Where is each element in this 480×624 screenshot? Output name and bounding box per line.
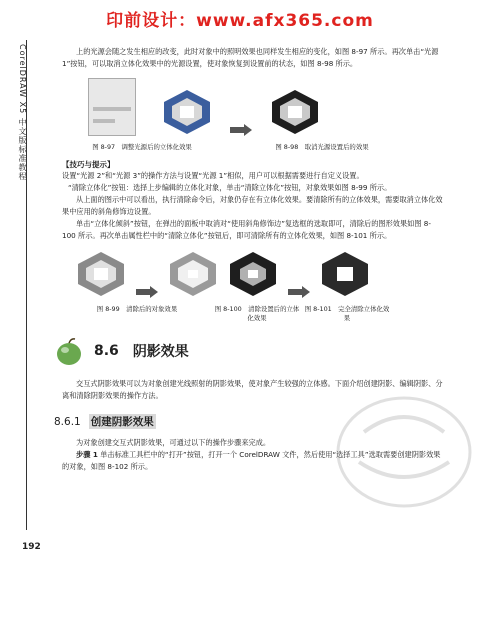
gem-figure-8-99a — [76, 250, 126, 298]
library-stamp — [334, 392, 474, 512]
subsection-paragraph: 为对象创建交互式阴影效果，可通过以下的操作步骤来完成。 — [76, 438, 271, 447]
figure-row-top — [88, 78, 444, 136]
arrow-icon — [230, 124, 252, 136]
step-text: 单击标准工具栏中的“打开”按钮，打开一个 CorelDRAW 文件，然后使用“选择工具”选取需要创建阴影效果的对象，如图 8-102 所示。 — [62, 450, 441, 471]
arrow-icon — [288, 286, 310, 298]
page-number: 192 — [22, 542, 41, 552]
caption-8-101: 图 8-101 完全清除立体化效果 — [304, 305, 390, 322]
intensity-slider — [93, 107, 131, 111]
light-settings-panel — [88, 78, 136, 136]
gem-figure-8-99b — [168, 250, 218, 298]
tips-line: 设置“光源 2”和“光源 3”的操作方法与设置“光源 1”相似，用户可以根据需要进行自定义设置。 — [62, 171, 364, 180]
paragraph-2: 从上面的图示中可以看出，执行清除命令后，对象仍存在有立体化效果。要清除所有的立体效果，需要取消立体化效果中应用的斜角修饰边设置。 — [62, 195, 443, 216]
subsection-title: 创建阴影效果 — [90, 416, 154, 428]
tips-bullet: “清除立体化”按钮：选择上步编辑的立体化对象，单击“清除立体化”按钮，对象效果如图 8-99 所示。 — [68, 183, 392, 192]
gem-figure-8-98 — [270, 88, 320, 136]
caption-8-100: 图 8-100 清除设置后的立体化效果 — [214, 305, 300, 322]
caption-row-mid — [62, 304, 444, 322]
caption-8-98: 图 8-98 取消光源设置后的效果 — [275, 143, 369, 151]
full-color-checkbox — [93, 119, 115, 123]
arrow-icon — [136, 286, 158, 298]
tips-title: 【技巧与提示】 — [62, 160, 115, 169]
gem-figure-8-100 — [228, 250, 278, 298]
section-number: 8.6 — [94, 343, 119, 359]
section-title: 阴影效果 — [132, 344, 189, 360]
figure-row-mid — [76, 250, 444, 298]
step-label: 步骤 1 — [76, 450, 98, 459]
watermark: 印前设计：www.afx365.com — [106, 11, 374, 31]
section-paragraph: 交互式阴影效果可以为对象创建光线照射的阴影效果，使对象产生较强的立体感。下面介绍创建阴影、编辑阴影、分离和清除阴影效果的操作方法。 — [62, 379, 443, 400]
paragraph-3: 单击“立体化倾斜”按钮，在弹出的面板中取消对“使用斜角修饰边”复选框的选取即可，清除后的图形效果如图 8-100 所示。再次单击属性栏中的“清除立体化”按钮后，即可清除所有的立体化效果，如图 8-101 所示。 — [62, 219, 431, 240]
gem-figure-8-101 — [320, 250, 370, 298]
caption-8-97: 图 8-97 调整光源后的立体化效果 — [92, 143, 192, 151]
caption-8-99: 图 8-99 清除后的对象效果 — [96, 305, 178, 313]
intro-paragraph: 上的光源会随之发生相应的改变，此时对象中的照明效果也同样发生相应的变化，如图 8-97 所示。再次单击“光源 1”按钮，可以取消立体化效果中的光源设置，使对象恢复到设置前的状态，如图 8-98 所示。 — [62, 47, 439, 68]
spine-title: CorelDRAW X5 中文版标准教程 — [18, 44, 27, 181]
subsection-number: 8.6.1 — [54, 416, 81, 428]
gem-figure-8-97 — [162, 88, 212, 136]
apple-icon — [54, 336, 84, 366]
section-heading — [54, 336, 444, 366]
caption-row-top — [62, 142, 444, 151]
